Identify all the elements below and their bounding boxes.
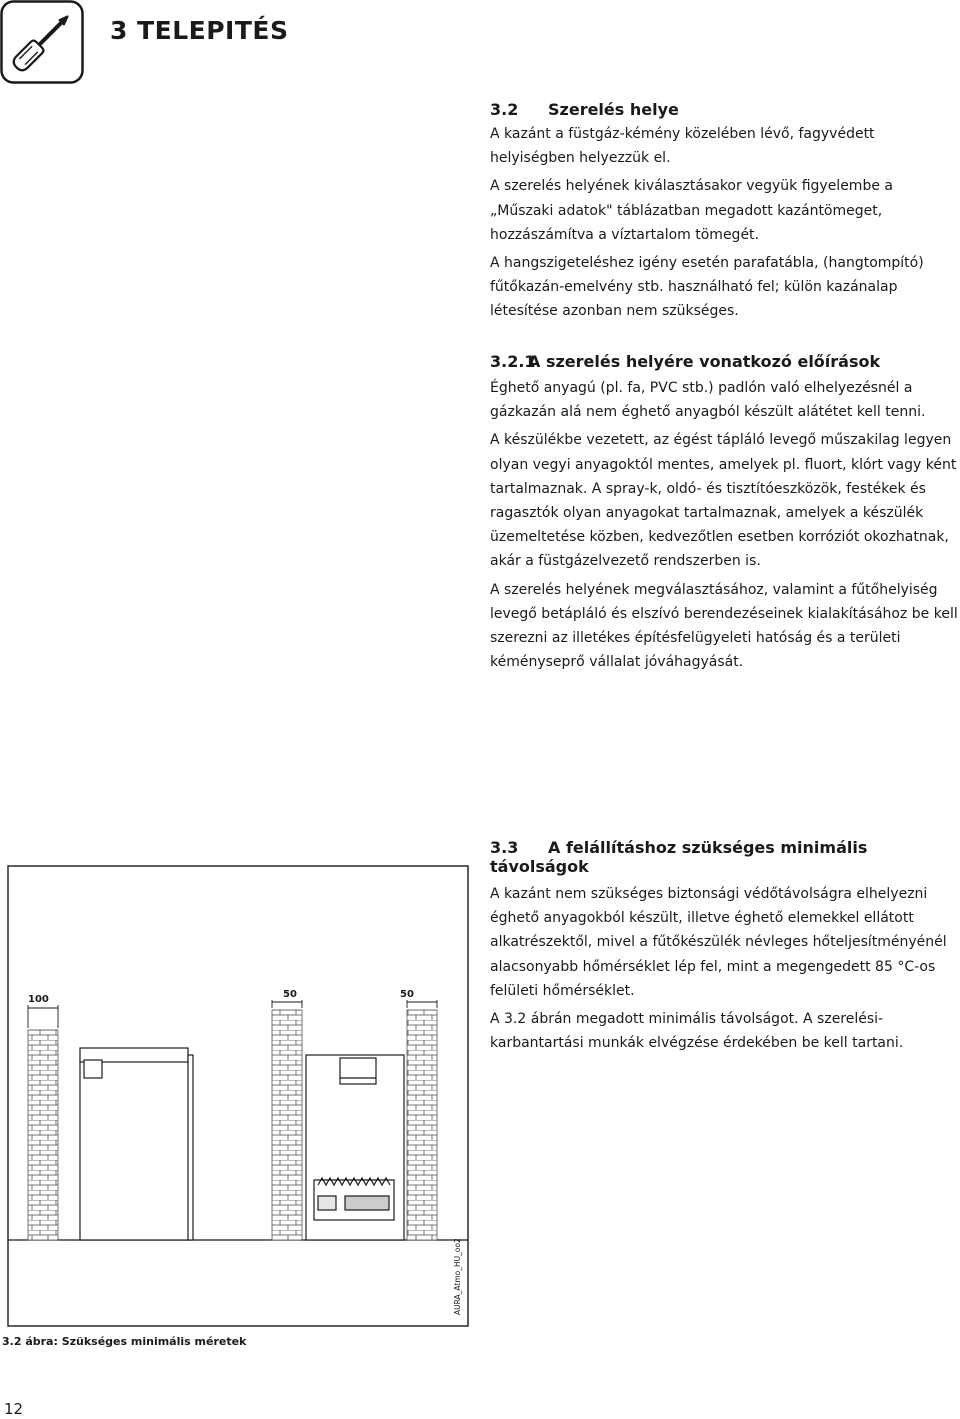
section-body bbox=[490, 882, 960, 1055]
paragraph: A kazánt a füstgáz-kémény közelében lévő, fagyvédett helyiségben helyezzük el. bbox=[490, 126, 875, 167]
section-heading bbox=[490, 838, 960, 876]
paragraph: A szerelés helyének megválasztásához, valamint a fűtőhelyiség levegő betápláló és elszívó berendezéseinek kialakításához be kell szerezni az illetékes építésfelügyeleti hatóság és a területi kéményseprő vállalat jóváhagyását. bbox=[490, 581, 958, 671]
dimension-marks bbox=[28, 1000, 437, 1028]
paragraph: A 3.2 ábrán megadott minimális távolságot. A szerelési-karbantartási munkák elvégzése érdekében be kell tartani. bbox=[490, 1011, 904, 1052]
section-heading bbox=[490, 352, 960, 371]
section-title: Szerelés helye bbox=[548, 100, 679, 119]
section-3-3 bbox=[490, 838, 960, 1059]
dim-label-right: 50 bbox=[400, 989, 414, 1000]
left-wall bbox=[28, 1030, 58, 1240]
clearance-figure bbox=[0, 860, 470, 1330]
section-number: 3.3 bbox=[490, 838, 519, 857]
figure-caption: 3.2 ábra: Szükséges minimális méretek bbox=[2, 1335, 247, 1348]
page-number: 12 bbox=[4, 1400, 24, 1418]
section-3-2 bbox=[490, 100, 950, 328]
paragraph: A szerelés helyének kiválasztásakor vegyük figyelembe a „Műszaki adatok" táblázatban megadott kazántömeget, hozzászámítva a víztartalom tömegét. bbox=[490, 178, 893, 243]
paragraph: A kazánt nem szükséges biztonsági védőtávolságra elhelyezni éghető anyagokból készült, illetve éghető elemekkel ellátott alkatrészektől, mivel a fűtőkészülék névleges hőteljesítményénél alacsonyabb hőmérséklet lép fel, mint a megengedett 85 °C-os felületi hőmérséklet. bbox=[490, 886, 947, 999]
section-body bbox=[490, 376, 960, 674]
section-3-2-1 bbox=[490, 352, 960, 678]
screwdriver-icon bbox=[0, 0, 84, 84]
paragraph: Éghető anyagú (pl. fa, PVC stb.) padlón való elhelyezésnél a gázkazán alá nem éghető anyagból készült alátétet kell tenni. bbox=[490, 380, 926, 421]
figure-code: AURA_Atmo_HU_oo2 bbox=[453, 1238, 462, 1315]
section-number: 3.2 bbox=[490, 100, 519, 119]
dim-label-middle: 50 bbox=[283, 989, 297, 1000]
dim-label-left: 100 bbox=[28, 994, 49, 1005]
middle-wall bbox=[272, 1010, 302, 1240]
paragraph: A készülékbe vezetett, az égést tápláló levegő műszakilag legyen olyan vegyi anyagoktól mentes, amelyek pl. fluort, klórt vagy ként tartalmaznak. A spray-k, oldó- és tisztítóeszközök, festékek és ragasztók olyan anyagokat tartalmaznak, amelyek a készülék üzemeltetése közben, kedvezőtlen esetben korróziót okozhatnak, akár a füstgázelvezető rendszerben is. bbox=[490, 432, 957, 570]
section-number: 3.2.1 bbox=[490, 352, 536, 371]
section-title: A felállításhoz szükséges minimális távolságok bbox=[490, 838, 868, 876]
paragraph: A hangszigeteléshez igény esetén parafatábla, (hangtompító) fűtőkazán-emelvény stb. használható fel; külön kazánalap létesítése azonban nem szükséges. bbox=[490, 255, 924, 320]
boiler-front-view bbox=[306, 1055, 404, 1240]
section-title: A szerelés helyére vonatkozó előírások bbox=[528, 352, 881, 371]
section-heading bbox=[490, 100, 950, 119]
section-body bbox=[490, 122, 950, 324]
chapter-title: 3 TELEPITÉS bbox=[110, 16, 289, 45]
right-wall bbox=[407, 1010, 437, 1240]
boiler-side-view bbox=[80, 1048, 193, 1240]
